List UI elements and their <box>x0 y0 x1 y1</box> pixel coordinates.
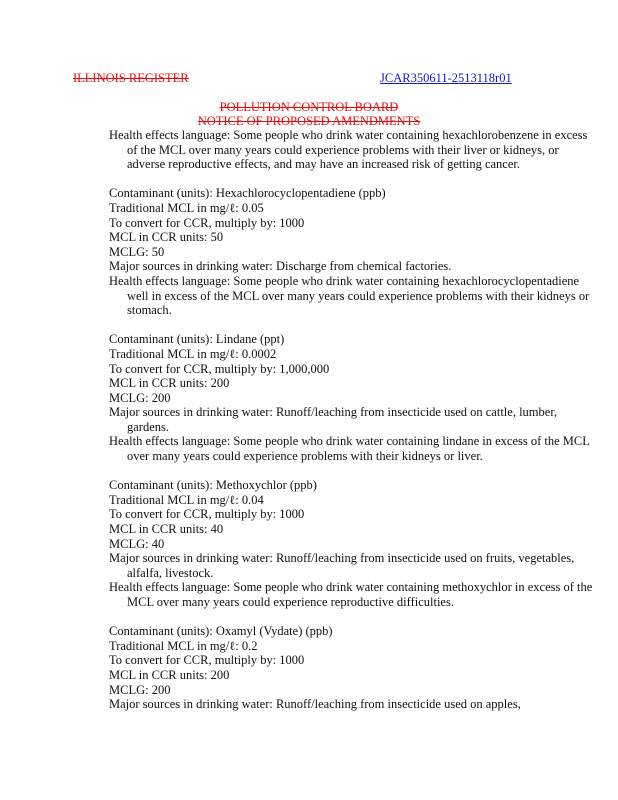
notice-title: NOTICE OF PROPOSED AMENDMENTS <box>197 114 421 128</box>
text-line: Contaminant (units): Oxamyl (Vydate) (ppb) <box>109 624 333 639</box>
contaminant-block <box>109 128 594 172</box>
text-line: MCL in CCR units: 200 <box>109 376 230 391</box>
text-line: MCL in CCR units: 200 <box>109 667 230 682</box>
text-line: Health effects language: Some people who drink water containing hexachlorocyclopentadiene well in excess of the MCL over many years could experience problems with their kidneys or stomach. <box>109 273 590 318</box>
text-line: Traditional MCL in mg/ℓ: 0.0002 <box>109 346 277 361</box>
text-line: Major sources in drinking water: Runoff/leaching from insecticide used on fruits, vegetables, alfalfa, livestock. <box>109 551 575 580</box>
document-id-link[interactable]: JCAR350611-2513118r01 <box>380 71 512 85</box>
document-body <box>109 128 594 726</box>
text-line: Contaminant (units): Lindane (ppt) <box>109 332 285 347</box>
text-line: Traditional MCL in mg/ℓ: 0.04 <box>109 492 264 507</box>
register-header: ILLINOIS REGISTER <box>73 71 189 85</box>
contaminant-block <box>109 478 594 609</box>
text-line: MCLG: 200 <box>109 682 171 697</box>
text-line: Major sources in drinking water: Discharge from chemical factories. <box>109 259 452 274</box>
text-line: MCLG: 200 <box>109 390 171 405</box>
text-line: To convert for CCR, multiply by: 1000 <box>109 653 305 668</box>
text-line: Traditional MCL in mg/ℓ: 0.2 <box>109 638 258 653</box>
text-line: MCLG: 50 <box>109 244 165 259</box>
board-title: POLLUTION CONTROL BOARD <box>219 100 399 114</box>
text-line: Traditional MCL in mg/ℓ: 0.05 <box>109 200 264 215</box>
text-line: MCL in CCR units: 40 <box>109 522 224 537</box>
text-line: MCL in CCR units: 50 <box>109 230 224 245</box>
text-line: To convert for CCR, multiply by: 1000 <box>109 507 305 522</box>
contaminant-block <box>109 332 594 463</box>
contaminant-block <box>109 624 594 712</box>
text-line: Health effects language: Some people who drink water containing methoxychlor in excess of the MCL over many years could experience reproductive difficulties. <box>109 580 593 609</box>
text-line: Health effects language: Some people who drink water containing lindane in excess of the MCL over many years could experience problems with their kidneys or liver. <box>109 434 590 464</box>
text-line: Major sources in drinking water: Runoff/leaching from insecticide used on cattle, lumber, gardens. <box>109 405 558 434</box>
text-line: Health effects language: Some people who drink water containing hexachlorobenzene in excess of the MCL over many years could experience problems with their liver or kidneys, or adverse reproductive effects, and may have an increased risk of getting cancer. <box>109 128 588 172</box>
text-line: MCLG: 40 <box>109 536 165 551</box>
text-line: Major sources in drinking water: Runoff/leaching from insecticide used on apples, <box>109 697 521 712</box>
text-line: Contaminant (units): Hexachlorocyclopentadiene (ppb) <box>109 186 386 201</box>
text-line: Contaminant (units): Methoxychlor (ppb) <box>109 478 317 493</box>
text-line: To convert for CCR, multiply by: 1,000,000 <box>109 361 330 376</box>
text-line: To convert for CCR, multiply by: 1000 <box>109 215 305 230</box>
contaminant-block <box>109 186 594 317</box>
